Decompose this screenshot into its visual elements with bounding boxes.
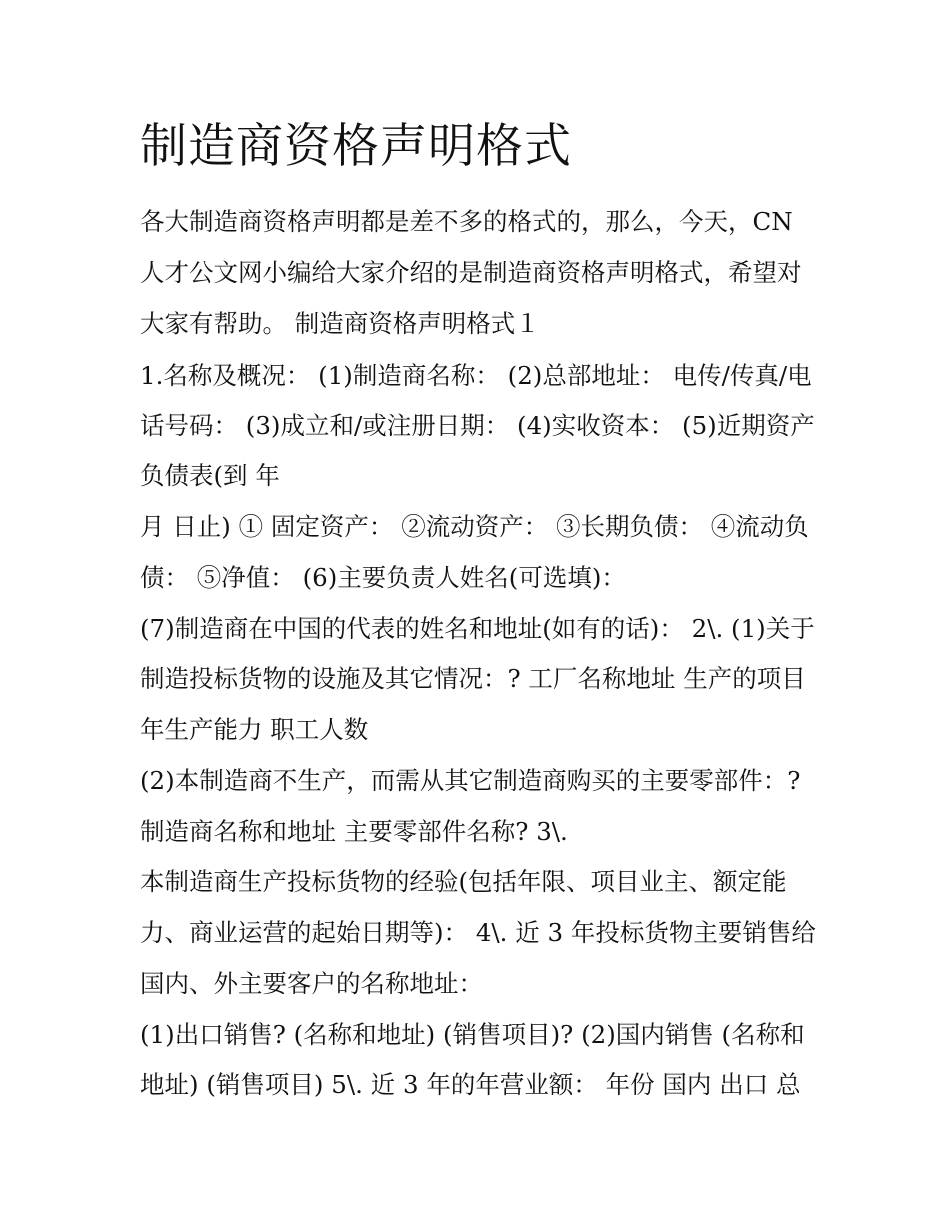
body-line-12: (2)本制造商不生产，而需从其它制造商购买的主要零部件：? <box>140 766 801 795</box>
body-line-1: 各大制造商资格声明都是差不多的格式的，那么，今天，CN <box>140 207 793 236</box>
body-line-9: (7)制造商在中国的代表的姓名和地址(如有的话)： 2\. (1)关于 <box>140 614 815 643</box>
body-line-11: 年生产能力 职工人数 <box>140 715 369 744</box>
body-line-16: 国内、外主要客户的名称地址： <box>140 969 483 998</box>
body-line-8: 债： ⑤净值： (6)主要负责人姓名(可选填)： <box>140 563 626 592</box>
body-line-18: 地址) (销售项目) 5\. 近 3 年的年营业额： 年份 国内 出口 总 <box>140 1070 801 1099</box>
body-line-17: (1)出口销售? (名称和地址) (销售项目)? (2)国内销售 (名称和 <box>140 1020 805 1049</box>
body-line-2: 人才公文网小编给大家介绍的是制造商资格声明格式，希望对 <box>140 258 802 287</box>
body-line-3: 大家有帮助。 制造商资格声明格式１ <box>140 309 540 338</box>
body-line-4: 1.名称及概况： (1)制造商名称： (2)总部地址： 电传/传真/电 <box>140 361 812 390</box>
body-line-14: 本制造商生产投标货物的经验(包括年限、项目业主、额定能 <box>140 867 787 896</box>
document-title: 制造商资格声明格式 <box>140 119 572 174</box>
body-line-7: 月 日止) ① 固定资产： ②流动资产： ③长期负债： ④流动负 <box>140 512 809 541</box>
body-line-6: 负债表(到 年 <box>140 461 280 490</box>
body-line-5: 话号码： (3)成立和/或注册日期： (4)实收资本： (5)近期资产 <box>140 411 815 440</box>
body-line-15: 力、商业运营的起始日期等)： 4\. 近 3 年投标货物主要销售给 <box>140 918 816 947</box>
body-line-13: 制造商名称和地址 主要零部件名称? 3\. <box>140 817 568 846</box>
body-line-10: 制造投标货物的设施及其它情况：? 工厂名称地址 生产的项目 <box>140 664 806 693</box>
